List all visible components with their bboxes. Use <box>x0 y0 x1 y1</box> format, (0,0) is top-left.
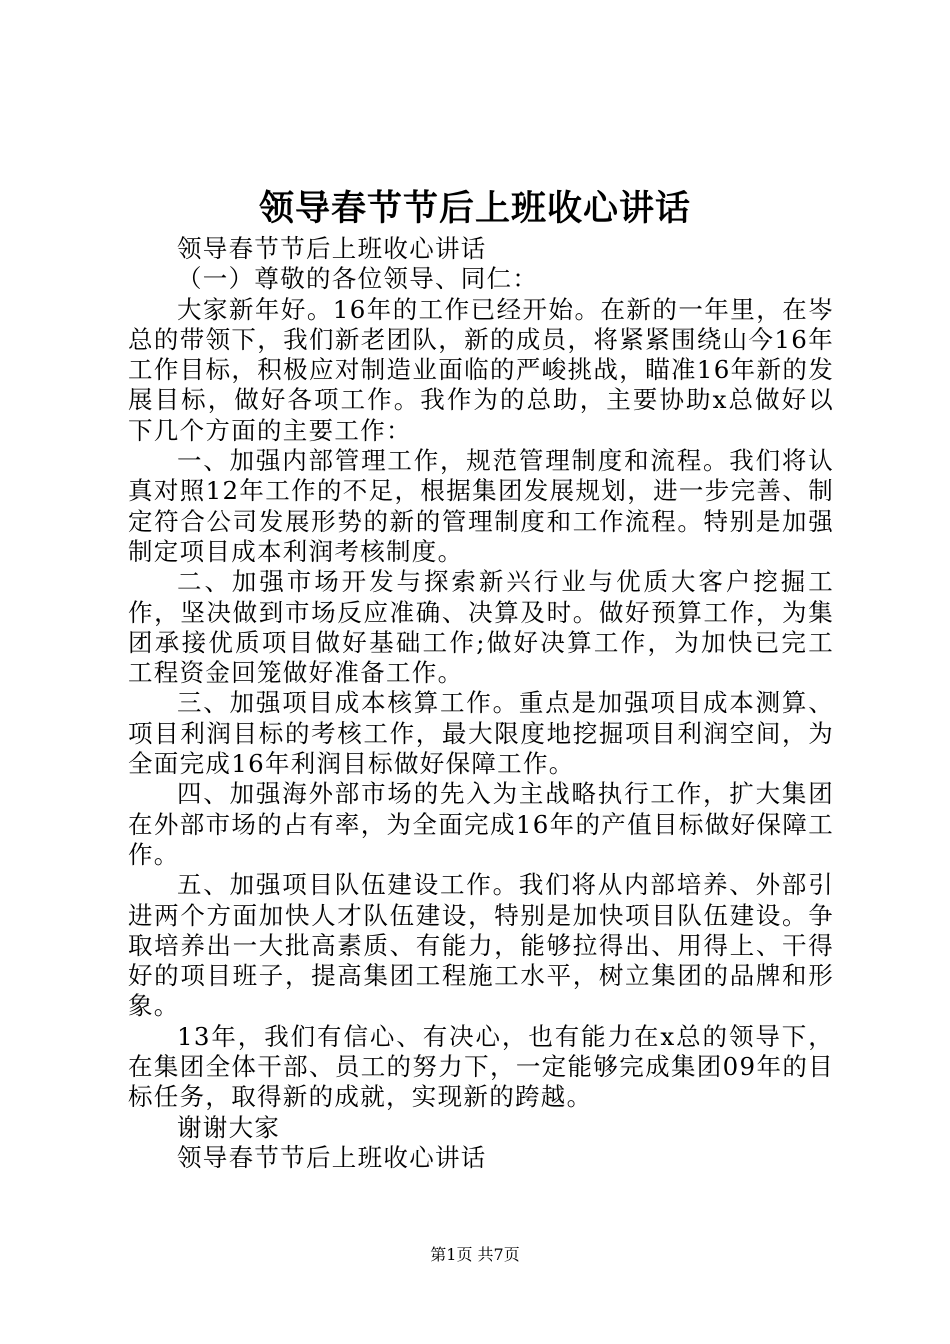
paragraph-intro: 大家新年好。16年的工作已经开始。在新的一年里，在岑总的带领下，我们新老团队，新的成员，将紧紧围绕山今16年工作目标，积极应对制造业面临的严峻挑战，瞄准16年新的发展目标，做好各项工作。我作为的总助，主要协助x总做好以下几个方面的主要工作： <box>128 294 834 445</box>
paragraph-item-3: 三、加强项目成本核算工作。重点是加强项目成本测算、项目利润目标的考核工作，最大限度地挖掘项目利润空间，为全面完成16年利润目标做好保障工作。 <box>128 688 834 779</box>
paragraph-item-5: 五、加强项目队伍建设工作。我们将从内部培养、外部引进两个方面加快人才队伍建设，特别是加快项目队伍建设。争取培养出一大批高素质、有能力，能够拉得出、用得上、干得好的项目班子，提高集团工程施工水平，树立集团的品牌和形象。 <box>128 870 834 1021</box>
paragraph-salutation: （一）尊敬的各位领导、同仁： <box>177 264 539 294</box>
paragraph-subtitle: 领导春节节后上班收心讲话 <box>177 234 487 263</box>
paragraph-item-2: 二、加强市场开发与探索新兴行业与优质大客户挖掘工作，坚决做到市场反应准确、决算及时。做好预算工作，为集团承接优质项目做好基础工作;做好决算工作，为加快已完工工程资金回笼做好准备工作。 <box>128 567 834 688</box>
document-title: 领导春节节后上班收心讲话 <box>258 188 691 229</box>
page-number: 第1页 共7页 <box>430 1245 520 1264</box>
paragraph-item-1: 一、加强内部管理工作，规范管理制度和流程。我们将认真对照12年工作的不足，根据集团发展规划，进一步完善、制定符合公司发展形势的新的管理制度和工作流程。特别是加强制定项目成本利润考核制度。 <box>128 446 834 566</box>
paragraph-next-title: 领导春节节后上班收心讲话 <box>177 1142 487 1172</box>
paragraph-item-4: 四、加强海外部市场的先入为主战略执行工作，扩大集团在外部市场的占有率，为全面完成16年的产值目标做好保障工作。 <box>128 779 834 869</box>
document-body <box>128 234 834 1173</box>
paragraph-thanks: 谢谢大家 <box>177 1112 281 1142</box>
paragraph-conclusion: 13年，我们有信心、有决心，也有能力在x总的领导下，在集团全体干部、员工的努力下，一定能够完成集团09年的目标任务，取得新的成就，实现新的跨越。 <box>128 1021 834 1112</box>
